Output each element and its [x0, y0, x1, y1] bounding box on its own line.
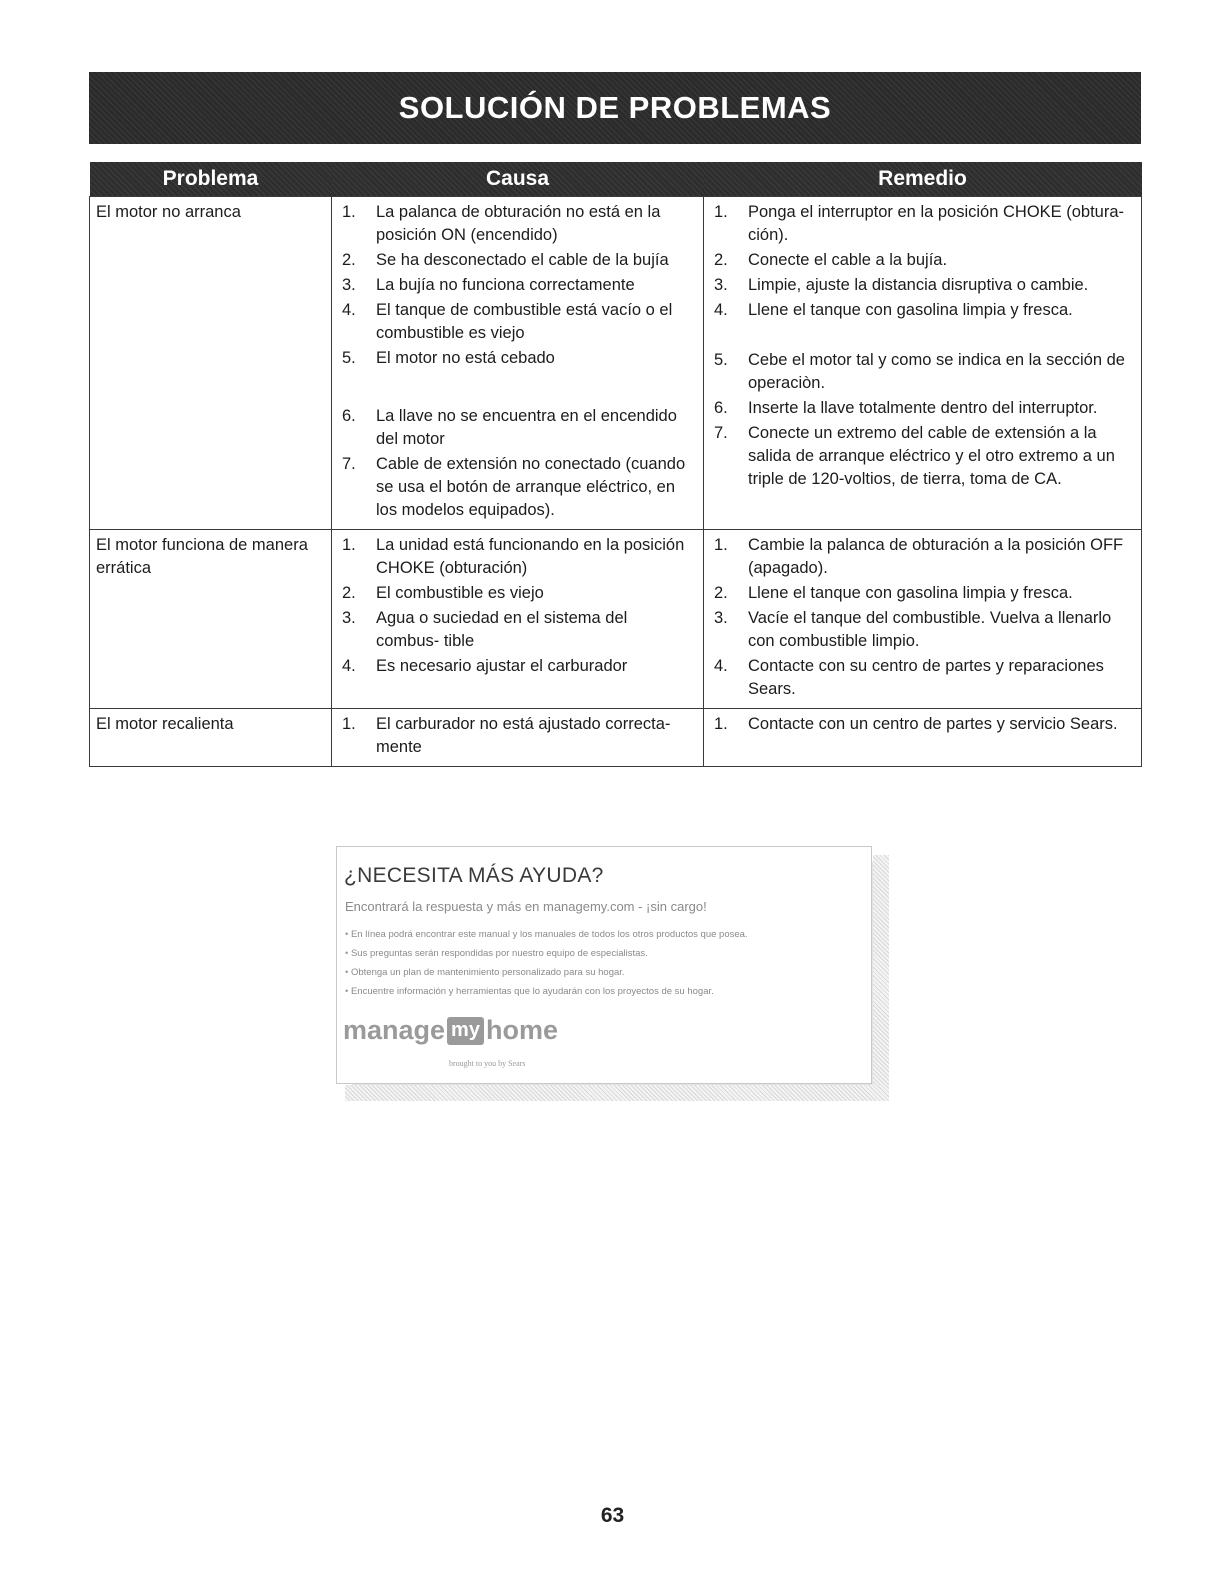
- list-item: 3. La bujía no funciona correctamente: [342, 276, 635, 294]
- remedy-list: [714, 201, 1133, 491]
- title-banner: [89, 72, 1141, 144]
- remedy-cell: [704, 530, 1142, 709]
- promo-bullet-list: [345, 925, 865, 1001]
- remedy-cell: [704, 197, 1142, 530]
- list-item: 2. Llene el tanque con gasolina limpia y fresca.: [714, 584, 1073, 602]
- list-item: 4. El tanque de combustible está vacío o el combustible es viejo: [342, 301, 673, 342]
- box-shadow-right: [873, 855, 889, 1095]
- promo-heading: ¿NECESITA MÁS AYUDA?: [344, 864, 604, 887]
- cause-list: [342, 534, 695, 678]
- list-item: 7. Conecte un extremo del cable de extensión a la salida de arranque eléctrico y el otro extremo a un triple de 120-voltios, de tierra, toma de CA.: [714, 424, 1115, 488]
- problem-cell: El motor recalienta: [90, 709, 332, 767]
- table-row: [90, 709, 1142, 767]
- table-header-row: [90, 162, 1142, 197]
- list-item: 6. Inserte la llave totalmente dentro del interruptor.: [714, 399, 1098, 417]
- logo-tagline: brought to you by Sears: [449, 1059, 526, 1068]
- header-remedy: Remedio: [704, 162, 1142, 197]
- list-item: • En línea podrá encontrar este manual y los manuales de todos los otros productos que posea.: [345, 925, 865, 944]
- page-number: 63: [600, 1504, 625, 1527]
- cause-list: [342, 713, 695, 759]
- list-item: 1. El carburador no está ajustado correcta- mente: [342, 715, 671, 756]
- list-item: 1. La palanca de obturación no está en la posición ON (encendido): [342, 203, 661, 244]
- list-item: 1. Cambie la palanca de obturación a la posición OFF (apagado).: [714, 536, 1124, 577]
- cause-cell: [332, 709, 704, 767]
- header-problem: Problema: [90, 162, 332, 197]
- cause-cell: [332, 530, 704, 709]
- logo-home: home: [485, 1015, 558, 1045]
- list-item: 2. El combustible es viejo: [342, 584, 544, 602]
- list-item: 1. Contacte con un centro de partes y servicio Sears.: [714, 715, 1118, 733]
- problem-cell: El motor no arranca: [90, 197, 332, 530]
- logo-my: my: [447, 1017, 484, 1045]
- problem-cell: El motor funciona de manera errática: [90, 530, 332, 709]
- list-item: 1. La unidad está funcionando en la posición CHOKE (obturación): [342, 536, 685, 577]
- logo-manage: manage: [343, 1015, 446, 1045]
- list-item: 5. El motor no está cebado: [342, 349, 555, 367]
- list-item: 1. Ponga el interruptor en la posición CHOKE (obtura- ción).: [714, 203, 1125, 244]
- table-row: [90, 530, 1142, 709]
- cause-cell: [332, 197, 704, 530]
- list-item: 5. Cebe el motor tal y como se indica en la sección de operaciòn.: [714, 351, 1125, 392]
- troubleshooting-table: [89, 162, 1142, 767]
- list-item: 2. Conecte el cable a la bujía.: [714, 251, 948, 269]
- list-item: 7. Cable de extensión no conectado (cuando se usa el botón de arranque eléctrico, en los modelos equipados).: [342, 455, 686, 519]
- list-item: • Sus preguntas serán respondidas por nuestro equipo de especialistas.: [345, 944, 865, 963]
- help-promo-box: [336, 846, 872, 1084]
- list-item: 2. Se ha desconectado el cable de la bujía: [342, 251, 669, 269]
- box-shadow-bottom: [345, 1085, 889, 1101]
- page-title: SOLUCIÓN DE PROBLEMAS: [398, 90, 832, 125]
- remedy-list: [714, 713, 1133, 736]
- list-item: 4. Es necesario ajustar el carburador: [342, 657, 628, 675]
- cause-list: [342, 201, 695, 522]
- table-row: [90, 197, 1142, 530]
- remedy-list: [714, 534, 1133, 701]
- promo-subheading: Encontrará la respuesta y más en managemy.com - ¡sin cargo!: [345, 899, 707, 914]
- list-item: 3. Limpie, ajuste la distancia disruptiva o cambie.: [714, 276, 1089, 294]
- list-item: • Encuentre información y herramientas que lo ayudarán con los proyectos de su hogar.: [345, 982, 865, 1001]
- header-cause: Causa: [332, 162, 704, 197]
- list-item: 4. Contacte con su centro de partes y reparaciones Sears.: [714, 657, 1104, 698]
- list-item: 3. Agua o suciedad en el sistema del combus- tible: [342, 609, 628, 650]
- list-item: 4. Llene el tanque con gasolina limpia y fresca.: [714, 301, 1073, 319]
- managemyhome-logo: [343, 1015, 558, 1046]
- list-item: • Obtenga un plan de mantenimiento personalizado para su hogar.: [345, 963, 865, 982]
- list-item: 6. La llave no se encuentra en el encendido del motor: [342, 407, 677, 448]
- list-item: 3. Vacíe el tanque del combustible. Vuelva a llenarlo con combustible limpio.: [714, 609, 1112, 650]
- remedy-cell: [704, 709, 1142, 767]
